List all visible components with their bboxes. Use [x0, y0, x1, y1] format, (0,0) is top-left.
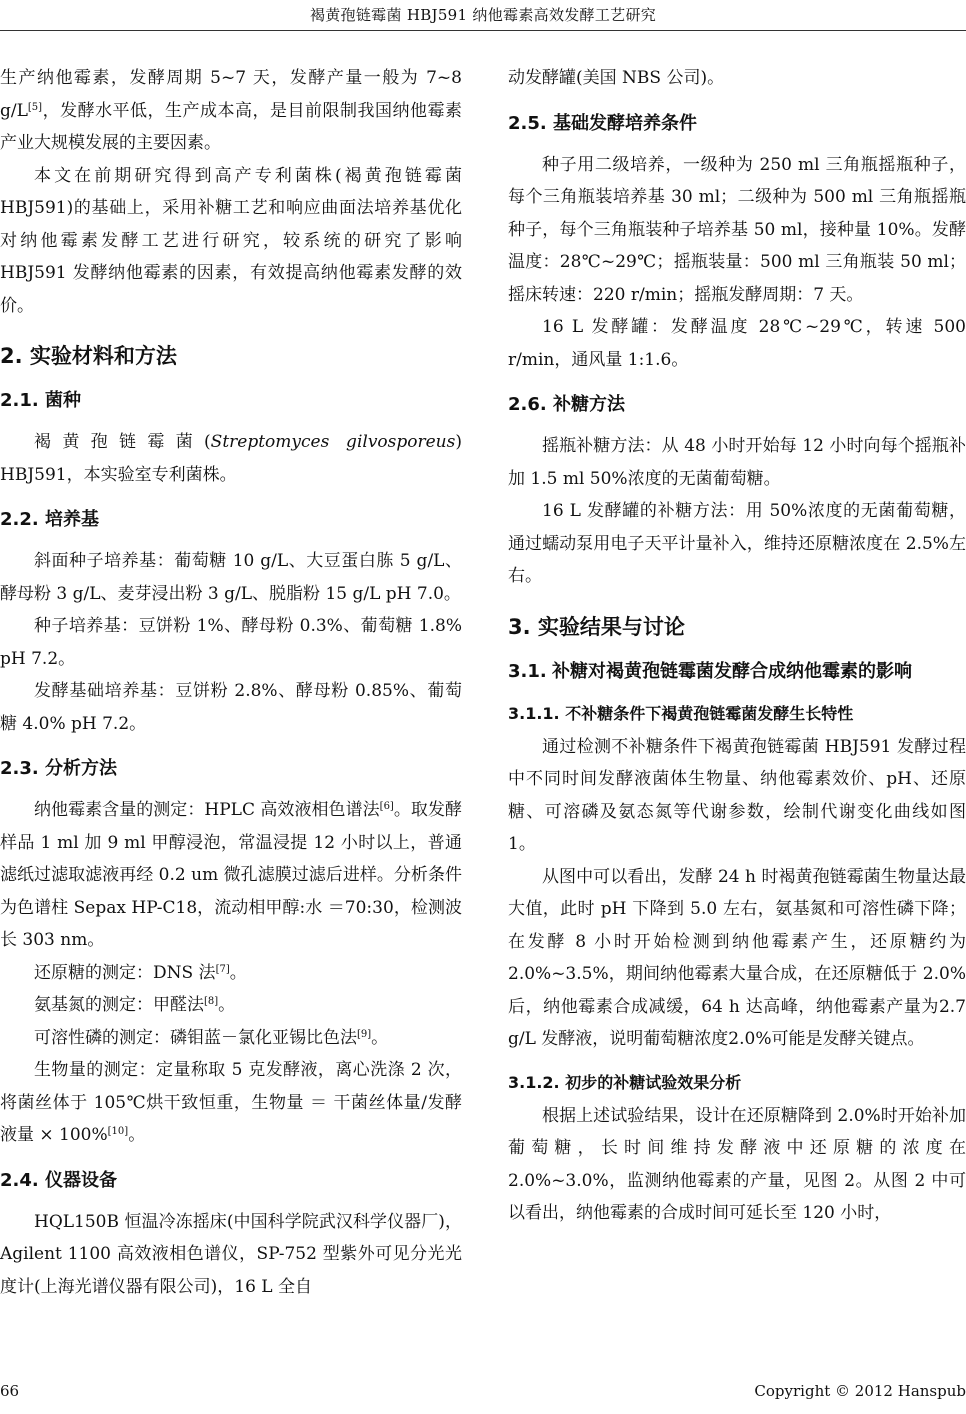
- subsection-heading: 2.1. 菌种: [0, 390, 81, 411]
- paragraph: 16 L 发酵罐：发酵温度 28℃~29℃，转速 500 r/min，通风量 1:1.6。: [508, 317, 966, 370]
- subsection-heading: 2.5. 基础发酵培养条件: [508, 112, 697, 134]
- right-column: [508, 62, 966, 1230]
- paragraph: 还原糖的测定：DNS 法[7]。: [34, 962, 247, 983]
- paragraph: 摇瓶补糖方法：从 48 小时开始每 12 小时向每个摇瓶补加 1.5 ml 50%浓度的无菌葡萄糖。: [508, 436, 966, 489]
- citation: [9]: [357, 1028, 372, 1040]
- subsection-heading: 2.4. 仪器设备: [0, 1169, 117, 1191]
- citation: [10]: [107, 1126, 129, 1137]
- paragraph: 种子用二级培养，一级种为 250 ml 三角瓶摇瓶种子，每个三角瓶装培养基 30 ml；二级种为 500 ml 三角瓶摇瓶种子，每个三角瓶装种子培养基 50 ml，接种量 10%。发酵温度：28℃~29℃；摇瓶装量：500 ml 三角瓶装 50 ml；摇床转速：220 r/min；摇瓶发酵周期：7 天。: [508, 154, 966, 305]
- subsection-heading: 2.6. 补糖方法: [508, 394, 625, 415]
- running-header: 褐黄孢链霉菌 HBJ591 纳他霉素高效发酵工艺研究: [309, 6, 657, 24]
- citation: [6]: [379, 801, 394, 812]
- paragraph: 斜面种子培养基：葡萄糖 10 g/L、大豆蛋白胨 5 g/L、酵母粉 3 g/L、麦芽浸出粉 3 g/L、脱脂粉 15 g/L pH 7.0。: [0, 551, 462, 604]
- subsubsection-heading: 3.1.1. 不补糖条件下褐黄孢链霉菌发酵生长特性: [508, 703, 854, 723]
- header-rule: [0, 30, 966, 31]
- paragraph: 可溶性磷的测定：磷钼蓝－氯化亚锡比色法[9]。: [34, 1027, 389, 1048]
- subsubsection-heading: 3.1.2. 初步的补糖试验效果分析: [508, 1072, 742, 1092]
- paragraph: 动发酵罐(美国 NBS 公司)。: [508, 68, 725, 88]
- page-number: 66: [0, 1382, 20, 1400]
- paragraph: 本文在前期研究得到高产专利菌株(褐黄孢链霉菌 HBJ591)的基础上，采用补糖工艺和响应曲面法培养基优化对纳他霉素发酵工艺进行研究，较系统的研究了影响 HBJ591 发酵纳他霉素的因素，有效提高纳他霉素发酵的效价。: [0, 165, 462, 316]
- citation: [5]: [27, 101, 43, 113]
- paragraph: 种子培养基：豆饼粉 1%、酵母粉 0.3%、葡萄糖 1.8% pH 7.2。: [0, 616, 462, 669]
- subsection-heading: 2.2. 培养基: [0, 509, 99, 530]
- paragraph: 16 L 发酵罐的补糖方法：用 50%浓度的无菌葡萄糖，通过蠕动泵用电子天平计量补入，维持还原糖浓度在 2.5%左右。: [508, 501, 966, 586]
- paragraph: 从图中可以看出，发酵 24 h 时褐黄孢链霉菌生物量达最大值，此时 pH 下降到 5.0 左右，氨基氮和可溶性磷下降；在发酵 8 小时开始检测到纳他霉素产生，还原糖约为 2.0%~3.5%，期间纳他霉素大量合成，在还原糖低于 2.0%后，纳他霉素合成减缓，64 h 达高峰，纳他霉素产量为2.7 g/L 发酵液，说明葡萄糖浓度2.0%可能是发酵关键点。: [508, 866, 966, 1049]
- paragraph: 褐黄孢链霉菌(Streptomyces gilvosporeus) HBJ591，本实验室专利菌株。: [0, 432, 462, 485]
- subsection-heading: 2.3. 分析方法: [0, 758, 117, 779]
- citation: [8]: [204, 996, 219, 1007]
- paragraph: 通过检测不补糖条件下褐黄孢链霉菌 HBJ591 发酵过程中不同时间发酵液菌体生物量、纳他霉素效价、pH、还原糖、可溶磷及氨态氮等代谢参数，绘制代谢变化曲线如图 1。: [508, 736, 966, 854]
- paragraph: 根据上述试验结果，设计在还原糖降到 2.0%时开始补加葡萄糖，长时间维持发酵液中还原糖的浓度在 2.0%~3.0%，监测纳他霉素的产量，见图 2。从图 2 中可以看出，纳他霉素的合成时间可延长至 120 小时，: [508, 1105, 966, 1223]
- paragraph: 生物量的测定：定量称取 5 克发酵液，离心洗涤 2 次，将菌丝体于 105℃烘干致恒重，生物量 ＝ 干菌丝体量/发酵液量 × 100%[10]。: [0, 1060, 462, 1145]
- paragraph: 氨基氮的测定：甲醛法[8]。: [34, 995, 236, 1015]
- citation: [7]: [215, 963, 230, 975]
- copyright: Copyright © 2012 Hanspub: [754, 1382, 966, 1400]
- paragraph: HQL150B 恒温冷冻摇床(中国科学院武汉科学仪器厂)，Agilent 1100 高效液相色谱仪，SP-752 型紫外可见分光光度计(上海光谱仪器有限公司)，16 L 全自: [0, 1211, 462, 1297]
- paragraph: 生产纳他霉素，发酵周期 5~7 天，发酵产量一般为 7~8 g/L[5]，发酵水平低，生产成本高，是目前限制我国纳他霉素产业大规模发展的主要因素。: [0, 68, 462, 153]
- left-column: [0, 62, 462, 1303]
- subsection-heading: 3.1. 补糖对褐黄孢链霉菌发酵合成纳他霉素的影响: [508, 660, 912, 682]
- section-heading: 2. 实验材料和方法: [0, 344, 177, 368]
- paragraph: 发酵基础培养基：豆饼粉 2.8%、酵母粉 0.85%、葡萄糖 4.0% pH 7.2。: [0, 681, 462, 734]
- section-heading: 3. 实验结果与讨论: [508, 614, 685, 639]
- paragraph: 纳他霉素含量的测定：HPLC 高效液相色谱法[6]。取发酵样品 1 ml 加 9 ml 甲醇浸泡，常温浸提 12 小时以上，普通滤纸过滤取滤液再经 0.2 um 微孔滤膜过滤后进样。分析条件为色谱柱 Sepax HP-C18，流动相甲醇:水 ＝70:30，检测波长 303 nm。: [0, 800, 462, 950]
